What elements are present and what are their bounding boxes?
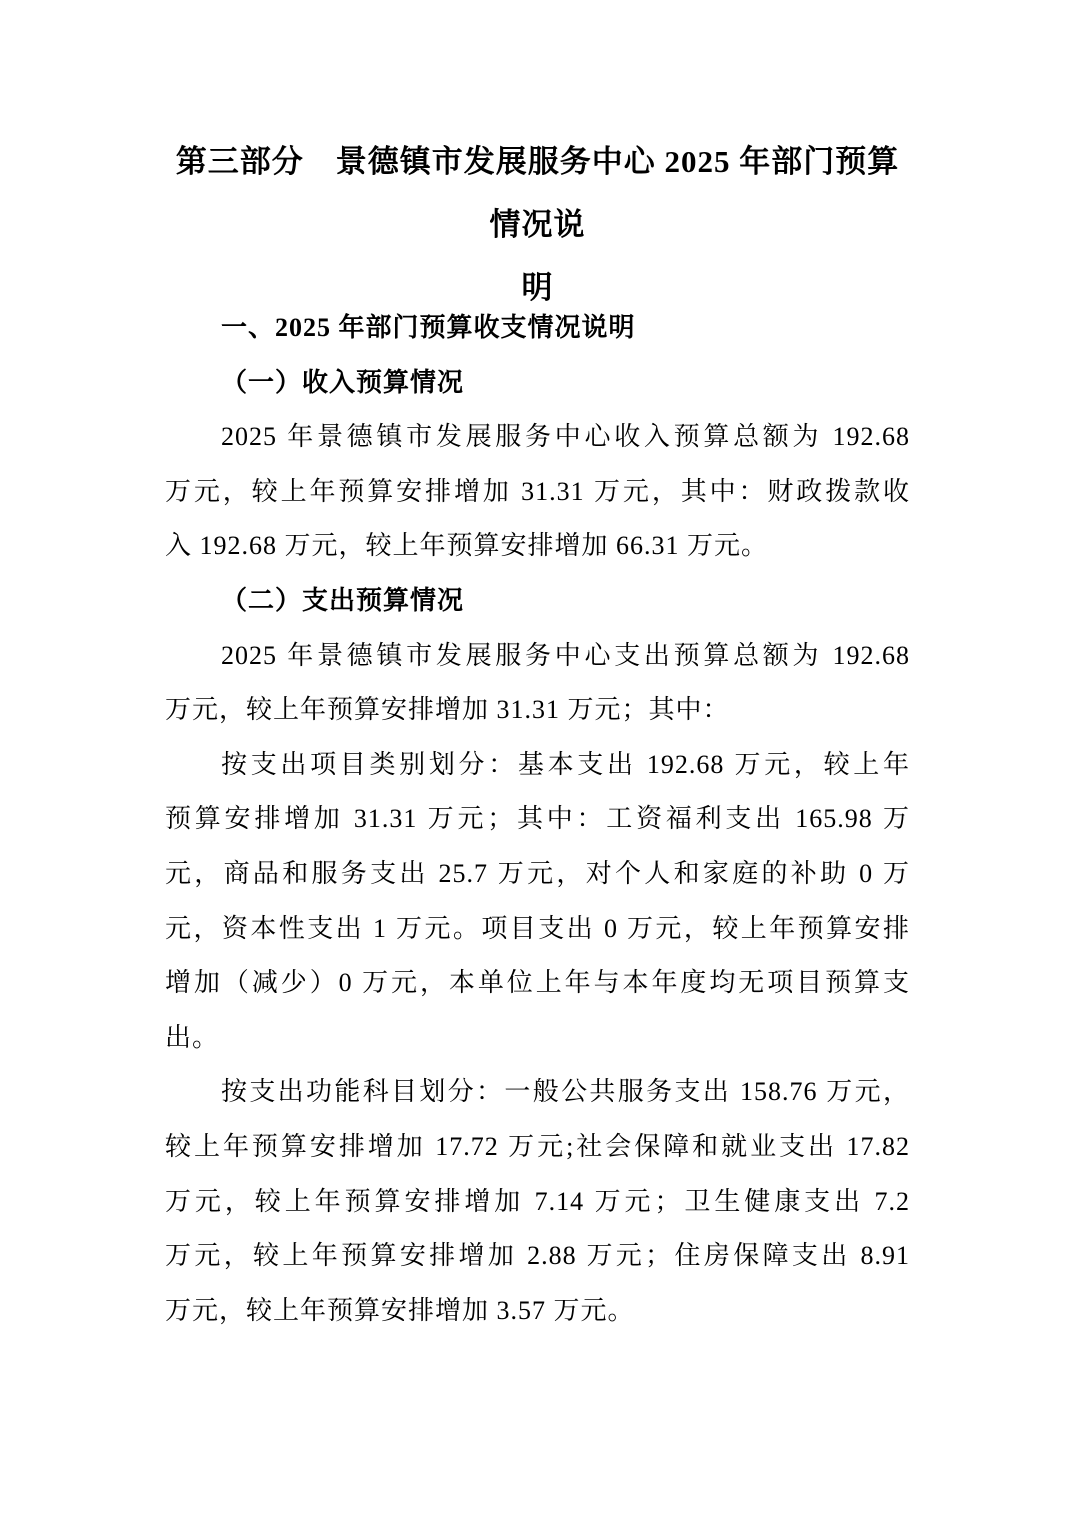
subsection-heading-expense: （二）支出预算情况 bbox=[221, 585, 465, 615]
section-heading-budget-overview: 一、2025 年部门预算收支情况说明 bbox=[221, 313, 636, 342]
paragraph-line: 入 192.68 万元，较上年预算安排增加 66.31 万元。 bbox=[165, 531, 769, 561]
paragraph-line: 出。 bbox=[165, 1022, 220, 1052]
paragraph-line: 万元，较上年预算安排增加 3.57 万元。 bbox=[165, 1295, 635, 1325]
title-line-1: 第三部分 景德镇市发展服务中心 2025 年部门预算情况说 bbox=[175, 144, 900, 242]
paragraph-line: 较上年预算安排增加 17.72 万元;社会保障和就业支出 17.82 bbox=[165, 1131, 910, 1161]
paragraph-line: 万元，较上年预算安排增加 2.88 万元；住房保障支出 8.91 bbox=[165, 1241, 910, 1271]
paragraph-line: 2025 年景德镇市发展服务中心收入预算总额为 192.68 bbox=[221, 422, 910, 452]
paragraph-line: 预算安排增加 31.31 万元；其中：工资福利支出 165.98 万 bbox=[165, 804, 910, 834]
paragraph-line: 2025 年景德镇市发展服务中心支出预算总额为 192.68 bbox=[221, 640, 910, 670]
paragraph-line: 增加（减少）0 万元，本单位上年与本年度均无项目预算支 bbox=[165, 968, 910, 998]
paragraph-line: 万元，较上年预算安排增加 31.31 万元，其中：财政拨款收 bbox=[165, 476, 910, 506]
paragraph-line: 元，资本性支出 1 万元。项目支出 0 万元，较上年预算安排 bbox=[165, 913, 910, 943]
paragraph-line: 元，商品和服务支出 25.7 万元，对个人和家庭的补助 0 万 bbox=[165, 858, 910, 888]
document-title bbox=[165, 130, 910, 319]
paragraph-line: 按支出项目类别划分：基本支出 192.68 万元，较上年 bbox=[221, 749, 910, 779]
paragraph-line: 万元，较上年预算安排增加 31.31 万元；其中： bbox=[165, 695, 730, 725]
paragraph-line: 万元，较上年预算安排增加 7.14 万元；卫生健康支出 7.2 bbox=[165, 1186, 910, 1216]
document-body bbox=[165, 301, 910, 1338]
title-line-2: 明 bbox=[521, 270, 554, 305]
paragraph-line: 按支出功能科目划分：一般公共服务支出 158.76 万元， bbox=[221, 1077, 910, 1107]
subsection-heading-income: （一）收入预算情况 bbox=[221, 367, 465, 397]
